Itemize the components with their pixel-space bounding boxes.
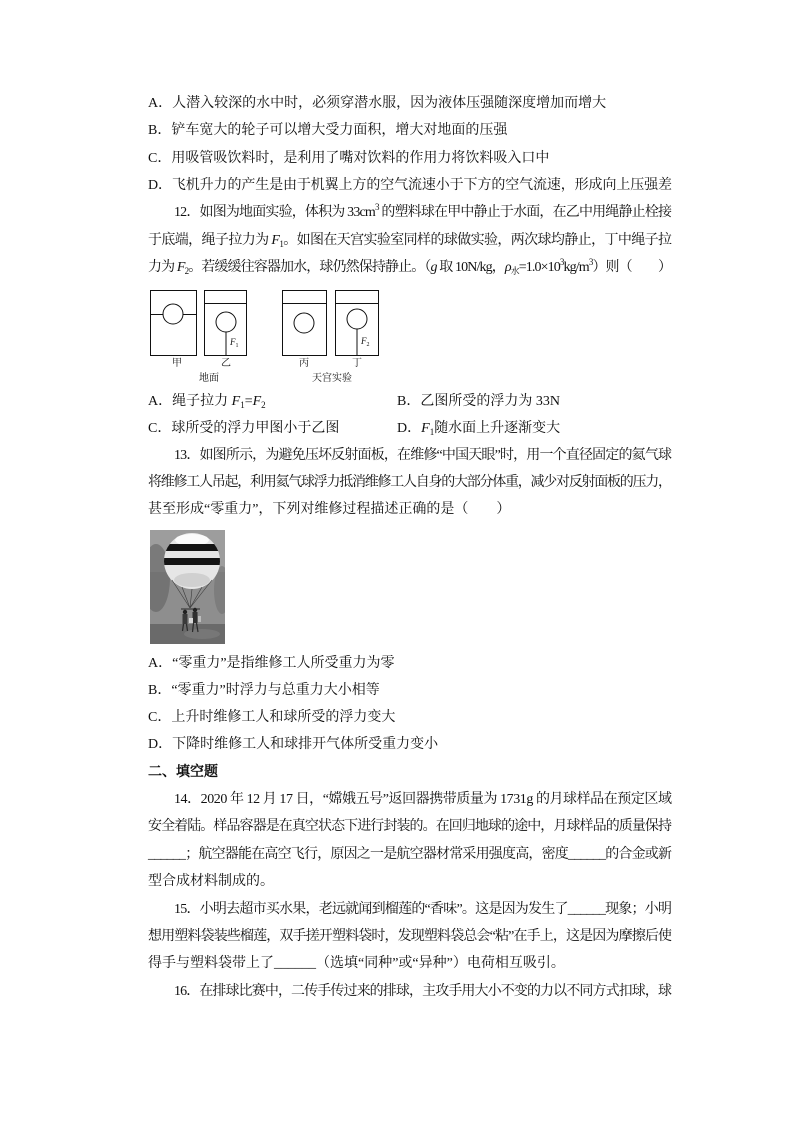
- q11-option-d: D．飞机升力的产生是由于机翼上方的空气流速小于下方的空气流速，形成向上压强差: [148, 178, 672, 193]
- q11-option-c: C．用吸管吸饮料时，是利用了嘴对饮料的作用力将饮料吸入口中: [148, 151, 550, 166]
- q12-stem-line-2: [148, 231, 671, 251]
- subscript: 2: [184, 266, 189, 276]
- subscript: 2: [261, 400, 266, 410]
- q13-option-d: D．下降时维修工人和球排开气体所受重力变小: [148, 737, 439, 752]
- reflector-panel: [184, 629, 220, 639]
- label-jia: 甲: [172, 358, 182, 369]
- force-symbol: F: [361, 336, 367, 346]
- q12-option-a: [148, 392, 266, 412]
- subscript: 水: [510, 266, 519, 276]
- text-run: 随水面上升逐渐变大: [434, 421, 561, 436]
- text-run: 。若缓缓往容器加水，球仍然保持静止。（: [188, 260, 431, 275]
- buoyancy-experiment-figure: [140, 284, 390, 384]
- text-run: D．: [397, 421, 422, 436]
- group-label-ground: 地面: [199, 373, 219, 384]
- q15-line-1: 15．小明去超市买水果，老远就闻到榴莲的“香味”。这是因为发生了______现象；小明: [174, 902, 672, 917]
- q16-line-1: 16．在排球比赛中，二传手传过来的排球，主攻手用大小不变的力以不同方式扣球，球: [174, 984, 672, 999]
- symbol: F: [176, 260, 185, 275]
- q14-line-4: 型合成材料制成的。: [148, 874, 274, 889]
- subscript: 1: [240, 400, 245, 410]
- text-run: 。如图在天宫实验室同样的球做实验，两次球均静止，丁中绳子拉: [283, 233, 672, 248]
- label-ding: 丁: [352, 358, 362, 369]
- q13-stem-line-1: 13．如图所示，为避免压坏反射面板，在维修“中国天眼”时，用一个直径固定的氦气球: [174, 448, 672, 463]
- helium-balloon-photo: [150, 530, 225, 644]
- force-label-f1: [229, 337, 239, 349]
- q14-line-2: 安全着陆。样品容器是在真空状态下进行封装的。在回归地球的途中，月球样品的质量保持: [148, 819, 672, 834]
- force-subscript: 1: [235, 343, 239, 349]
- symbol: F: [252, 394, 262, 409]
- q15-line-3: 得手与塑料袋带上了______（选填“同种”或“异种”）电荷相互吸引。: [148, 956, 565, 971]
- text-run: kg/m: [563, 260, 589, 275]
- q14-line-1: 14．2020 年 12 月 17 日，“嫦娥五号”返回器携带质量为 1731g 的月球样品在预定区域: [174, 792, 672, 807]
- label-yi: 乙: [221, 358, 231, 369]
- q12-option-c: C．球所受的浮力甲图小于乙图: [148, 421, 340, 436]
- q12-stem-line-3: [148, 258, 671, 278]
- q13-option-a: A．“零重力”是指维修工人所受重力为零: [148, 656, 395, 671]
- text-run: 的塑料球在甲中静止于水面，在乙中用绳静止栓接: [378, 205, 672, 220]
- balloon-stripe: [164, 558, 220, 565]
- symbol: F: [421, 421, 430, 436]
- text-run: 力为: [148, 260, 177, 275]
- plastic-ball: [163, 304, 183, 324]
- symbol: F: [231, 394, 241, 409]
- text-run: ）则（ ）: [592, 260, 672, 275]
- q13-stem-line-2: 将维修工人吊起，利用氦气球浮力抵消维修工人自身的大部分体重，减少对反射面板的压力，: [148, 475, 671, 490]
- q12-option-b: B．乙图所受的浮力为 33N: [397, 394, 560, 409]
- q13-option-b: B．“零重力”时浮力与总重力大小相等: [148, 683, 380, 698]
- q13-stem-line-3: 甚至形成“零重力”，下列对维修过程描述正确的是（ ）: [148, 502, 511, 517]
- symbol: F: [271, 233, 280, 248]
- q11-option-b: B．铲车宽大的轮子可以增大受力面积，增大对地面的压强: [148, 123, 508, 138]
- superscript: 3: [588, 257, 593, 267]
- force-label-f2: [360, 336, 370, 348]
- group-label-space-lab: 天宫实验: [312, 373, 352, 384]
- subscript: 1: [279, 239, 284, 249]
- q14-line-3: ______；航空器能在高空飞行，原因之一是航空器材常采用强度高，密度______的合金或新: [148, 847, 672, 862]
- q11-option-a: A．人潜入较深的水中时，必须穿潜水服，因为液体压强随深度增加而增大: [148, 96, 607, 111]
- plastic-ball: [347, 309, 367, 329]
- balloon-stripe: [166, 544, 218, 551]
- text-run: A．绳子拉力: [148, 394, 232, 409]
- text-run: 取 10N/kg，: [436, 260, 505, 275]
- text-run: =1.0×10: [518, 260, 560, 275]
- text-run: 于底端，绳子拉力为: [148, 233, 272, 248]
- symbol: g: [430, 260, 437, 275]
- text-run: =: [244, 394, 253, 409]
- plastic-ball: [216, 312, 236, 332]
- q13-option-c: C．上升时维修工人和球所受的浮力变大: [148, 710, 396, 725]
- superscript: 3: [374, 202, 379, 212]
- symbol: ρ: [504, 260, 511, 275]
- subscript: 1: [429, 427, 435, 437]
- plastic-ball: [294, 313, 314, 333]
- superscript: 3: [559, 257, 564, 267]
- text-run: 12．如图为地面实验，体积为 33cm: [174, 205, 375, 220]
- force-subscript: 2: [366, 342, 370, 348]
- label-bing: 丙: [299, 358, 309, 369]
- q12-stem-line-1: [174, 203, 671, 223]
- q15-line-2: 想用塑料袋装些榴莲，双手搓开塑料袋时，发现塑料袋总会“粘”在手上，这是因为摩擦后使: [148, 929, 672, 944]
- q12-option-d: [397, 419, 560, 439]
- force-symbol: F: [230, 337, 236, 347]
- balloon-shadow: [174, 573, 210, 587]
- section-heading: 二、填空题: [148, 765, 218, 780]
